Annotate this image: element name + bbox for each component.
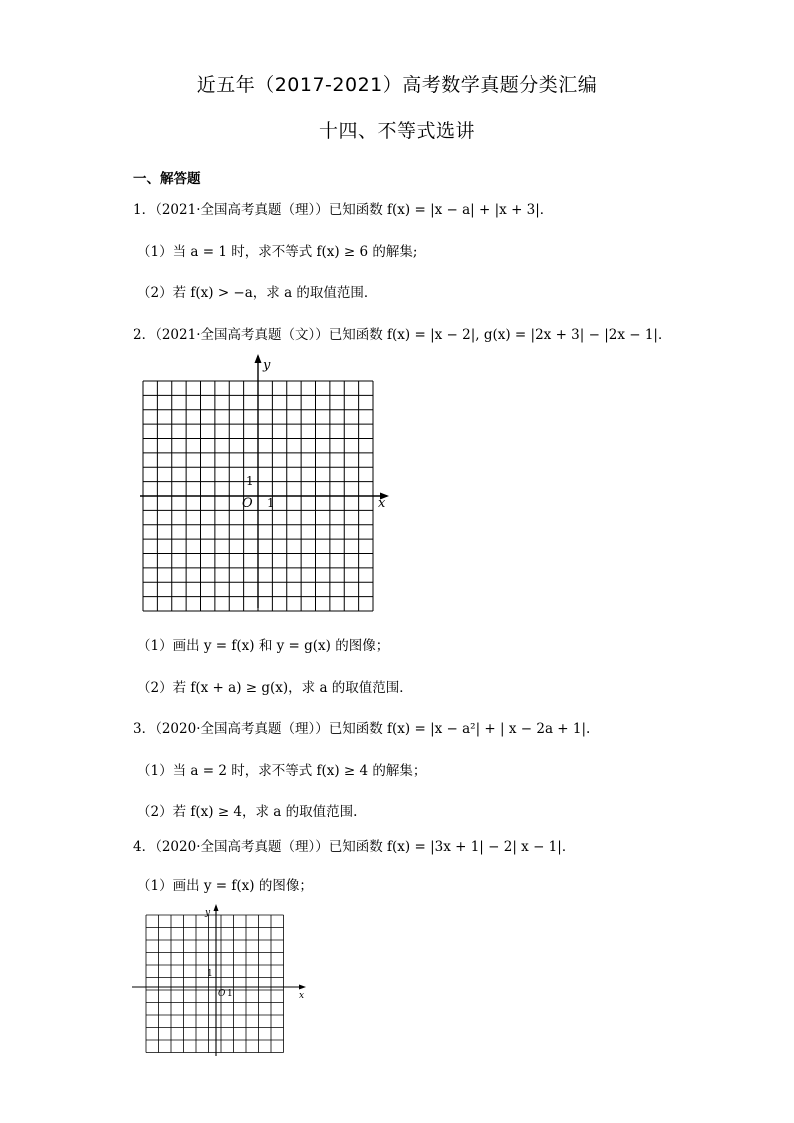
question-2-header: 2．（2021·全国高考真题（文））已知函数 f(x) = |x − 2|, g(x) = |2x + 3| − |2x − 1|．	[133, 327, 672, 343]
grid-2-origin-label: O	[218, 989, 226, 999]
question-4-part-1: （1）画出 y = f(x) 的图像；	[137, 878, 313, 894]
question-4-header: 4．（2020·全国高考真题（理））已知函数 f(x) = |3x + 1| − 2| x − 1|．	[133, 839, 576, 855]
coordinate-grid-1	[138, 352, 393, 612]
question-3-header: 3．（2020·全国高考真题（理））已知函数 f(x) = |x − a²| + | x − 2a + 1|.	[133, 721, 591, 737]
grid-1-unit-x: 1	[267, 496, 275, 510]
grid-2-y-label: y	[205, 908, 211, 918]
question-1-header: 1．（2021·全国高考真题（理））已知函数 f(x) = |x − a| + |x + 3|．	[133, 202, 554, 218]
grid-1-x-label: x	[378, 496, 386, 511]
grid-1-svg	[138, 352, 393, 612]
grid-1-origin-label: O	[242, 496, 253, 511]
question-3-part-1: （1）当 a = 2 时，求不等式 f(x) ≥ 4 的解集；	[137, 763, 427, 779]
doc-subtitle: 十四、不等式选讲	[318, 120, 475, 142]
doc-title: 近五年（2017-2021）高考数学真题分类汇编	[196, 74, 598, 96]
section-heading: 一、解答题	[133, 171, 201, 187]
grid-2-svg	[130, 903, 310, 1059]
grid-1-y-label: y	[263, 358, 271, 373]
question-2-part-2: （2）若 f(x + a) ≥ g(x)，求 a 的取值范围．	[137, 680, 413, 696]
grid-2-unit-x: 1	[227, 989, 233, 999]
question-2-part-1: （1）画出 y = f(x) 和 y = g(x) 的图像；	[137, 638, 390, 654]
question-1-part-1: （1）当 a = 1 时，求不等式 f(x) ≥ 6 的解集;	[137, 244, 418, 260]
coordinate-grid-2	[130, 903, 310, 1059]
question-1-part-2: （2）若 f(x) > −a，求 a 的取值范围．	[137, 285, 378, 301]
grid-2-unit-y: 1	[207, 969, 213, 979]
grid-2-x-label: x	[299, 991, 305, 1001]
question-3-part-2: （2）若 f(x) ≥ 4，求 a 的取值范围.	[137, 804, 358, 820]
grid-1-unit-y: 1	[246, 474, 254, 488]
